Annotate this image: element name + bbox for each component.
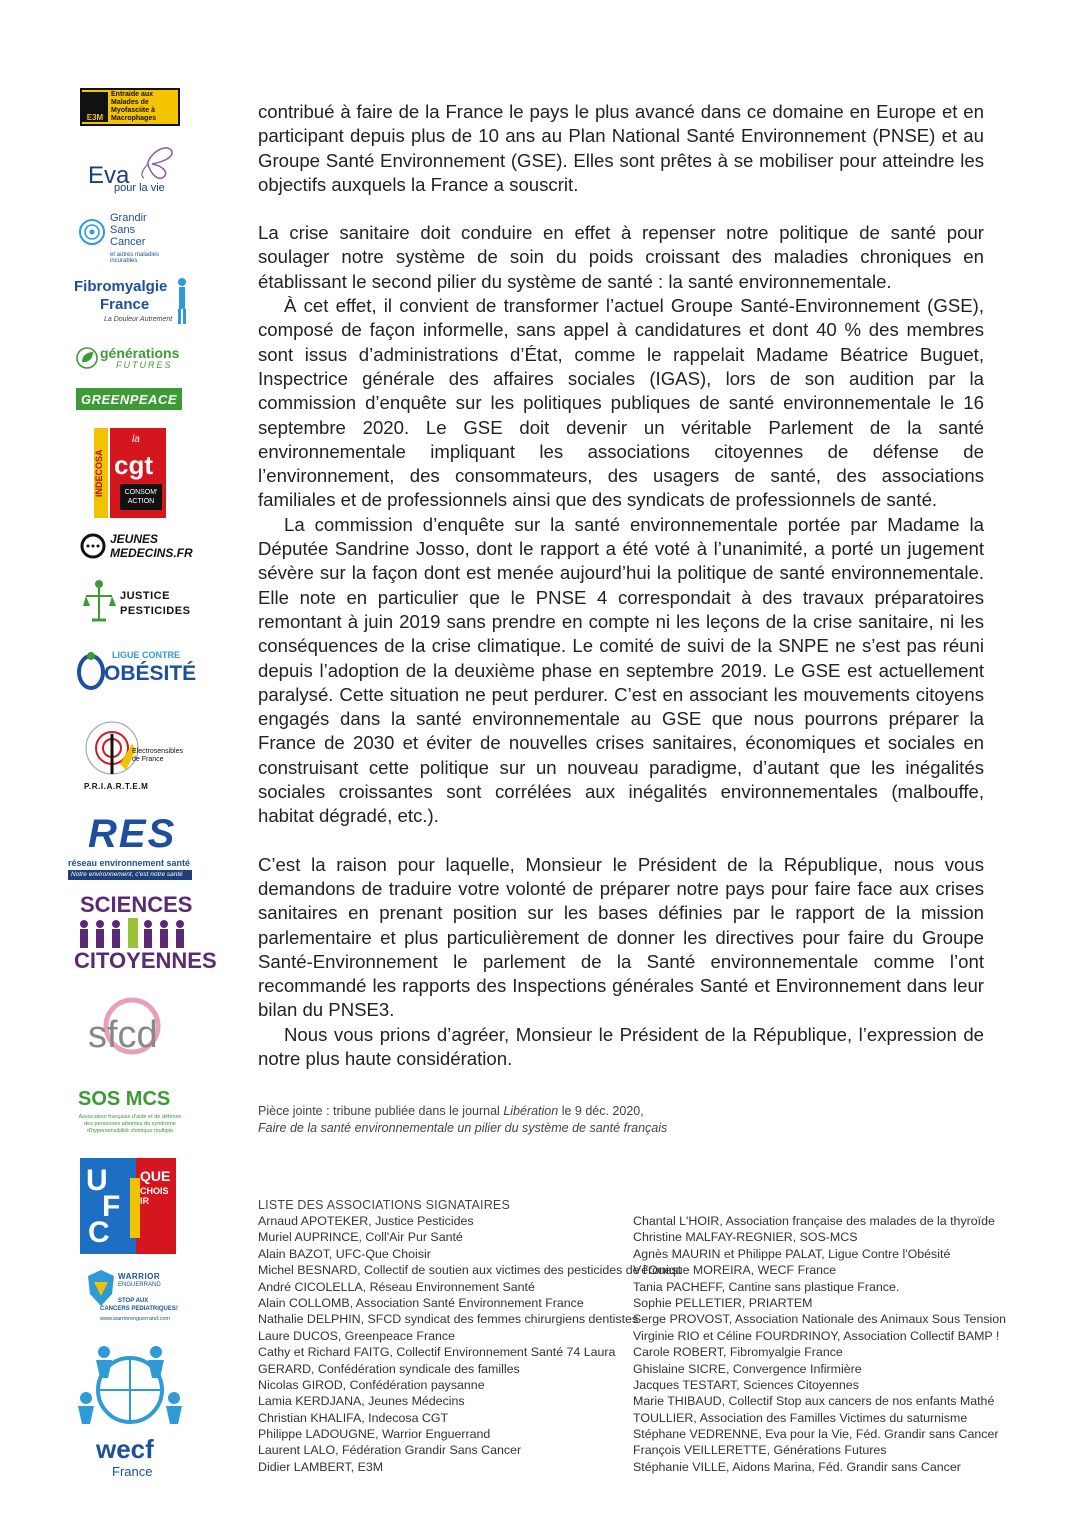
sosmcs-main: SOS MCS (78, 1088, 171, 1110)
paragraph-6: Nous vous prions d’agréer, Monsieur le Président de la République, l’expression de notre plus haute considération. (258, 1023, 984, 1069)
signatory-entry: André CICOLELLA, Réseau Environnement Santé (258, 1279, 535, 1294)
signatory-entry: Chantal L'HOIR, Association française des malades de la thyroïde (633, 1214, 995, 1228)
figure-circle-icon (76, 650, 106, 690)
signatory-entry: Jacques TESTART, Sciences Citoyennes (633, 1377, 859, 1392)
signatory-entry: Nathalie DELPHIN, SFCD syndicat des femmes chirurgiens dentistes (258, 1312, 639, 1327)
wecf-sub: France (112, 1464, 153, 1479)
priartem-label: P.R.I.A.R.T.E.M (84, 782, 149, 791)
attachment-prefix: Pièce jointe : tribune publiée dans le journal (258, 1104, 500, 1118)
consom-action: CONSOM' ACTION (120, 484, 162, 510)
globe-people-icon (74, 1342, 186, 1434)
eva-logo (74, 140, 186, 196)
letter-body (258, 100, 984, 1071)
antenna-icon (80, 714, 150, 778)
signatory-entry: Virginie RIO et Céline FOURDRINOY, Association Collectif BAMP ! (633, 1328, 1000, 1343)
crowd-icon (74, 918, 190, 948)
e3m-logo (80, 88, 180, 126)
justice-pesticides-logo (82, 578, 191, 628)
ufc-que-choisir-logo (80, 1158, 176, 1254)
ufc-u: U (86, 1164, 108, 1197)
jm-line2: MEDECINS.FR (110, 546, 193, 560)
sfcd-text: sfcd (88, 1014, 158, 1056)
indecosa-cgt-logo (94, 428, 166, 518)
ufc-que: QUE (140, 1168, 171, 1184)
warrior-name: WARRIOR (118, 1272, 161, 1281)
signatory-entry: Didier LAMBERT, E3M (258, 1459, 384, 1474)
res-sub: réseau environnement santé (68, 858, 191, 868)
paragraph-3: À cet effet, il convient de transformer l’actuel Groupe Santé-Environnement (GSE), composé de façon informelle, sans appel à candidatures et dont 40 % des membres sont issus d’administrations d’État, comme le rappelait Madame Béatrice Buguet, Inspectrice générale des affaires sociales (IGAS), lors de son audition par la commission d’enquête sur les politiques publiques de santé environnementale le 16 septembre 2020. Le GSE doit devenir un véritable Parlement de la santé environnementale impliquant les associations citoyennes de défense de l’environnement, des consommateurs, des usagers de santé, des associations familiales et de professionnels ainsi que des syndicats de professionnels de santé. (258, 295, 984, 511)
signatory-entry: Stéphanie VILLE, Aidons Marina, Féd. Grandir sans Cancer (633, 1459, 961, 1474)
gsc-line3: Cancer (110, 236, 146, 248)
e3m-badge: E3M (82, 92, 108, 122)
signatory-entry: François VEILLERETTE, Générations Futures (633, 1443, 887, 1458)
jp-line1: JUSTICE (120, 590, 170, 602)
res-logo (68, 812, 192, 878)
signatory-entry: Laure DUCOS, Greenpeace France (258, 1328, 455, 1343)
warrior-line2: CANCERS PEDIATRIQUES! (100, 1306, 178, 1312)
chat-bubble-icon (80, 533, 106, 559)
wecf-main: wecf (96, 1434, 154, 1464)
signatory-entry: TOULLIER, Association des Familles Victimes du saturnisme (633, 1410, 968, 1425)
attachment-note (258, 1103, 667, 1137)
ufc-f: F (102, 1190, 121, 1223)
signatory-entry: Cathy et Richard FAITG, Collectif Environnement Santé 74 Laura (258, 1345, 616, 1360)
signatory-entry: Ghislaine SICRE, Convergence Infirmière (633, 1361, 862, 1376)
shield-icon (86, 1268, 116, 1308)
signatory-entry: Véronique MOREIRA, WECF France (633, 1263, 837, 1278)
res-tag: Notre environnement, c'est notre santé (68, 870, 192, 880)
sfcd-logo (80, 996, 180, 1068)
signatory-entry: Tania PACHEFF, Cantine sans plastique France. (633, 1279, 900, 1294)
sciences-line2: CITOYENNES (74, 948, 217, 973)
gsc-logo (78, 208, 188, 268)
eva-sub: pour la vie (114, 182, 165, 194)
ligue-obesite-logo (74, 648, 197, 692)
signatory-entry: Christian KHALIFA, Indecosa CGT (258, 1410, 449, 1425)
generations-futures-logo (76, 343, 188, 373)
gf-line2: FUTURES (116, 360, 173, 370)
cgt-la: la (132, 434, 140, 445)
signatory-entry: Alain BAZOT, UFC-Que Choisir (258, 1246, 431, 1261)
signatory-entry: Serge PROVOST, Association Nationale des Animaux Sous Tension (633, 1312, 1007, 1327)
signatory-entry: Alain COLLOMB, Association Santé Environnement France (258, 1295, 584, 1310)
signatory-entry: Carole ROBERT, Fibromyalgie France (633, 1345, 843, 1360)
signatory-entry: Sophie PELLETIER, PRIARTEM (633, 1295, 813, 1310)
paragraph-5: C’est la raison pour laquelle, Monsieur le Président de la République, nous vous demandons de traduire votre volonté de préparer notre pays pour faire face aux crises sanitaires en prenant position sur les bases définies par le rapport de la mission parlementaire et plus particulièrement de donner les directives pour faire du Groupe Santé-Environnement le parlement de la Santé environnementale comme l’ont recommandé les rapports des Inspections générales Santé et Environnement dans leur bilan du PNSE3. (258, 853, 984, 1021)
gsc-line2: Sans (110, 224, 136, 236)
priartem-side: Electrosensibles de France (132, 748, 183, 763)
paragraph-2: La crise sanitaire doit conduire en effet à repenser notre politique de santé pour soulager notre système de soin du poids croissant des maladies chroniques en établissant le second pilier du système de santé : la santé environnementale. (258, 222, 984, 292)
obesite-main: OBÉSITÉ (104, 662, 197, 685)
scales-icon (82, 578, 116, 626)
fibromyalgie-logo (74, 276, 192, 330)
warrior-sub2: ENGUERRAND (118, 1282, 161, 1288)
sosmcs-sub: Association française d'aide et de défense des personnes atteintes du syndrome d'hypersensibilité chimique multiple (78, 1114, 182, 1134)
gsc-sub: et autres maladies incurables (110, 252, 160, 264)
attachment-title: Faire de la santé environnementale un pilier du système de santé français (258, 1121, 668, 1135)
signatory-entry: Arnaud APOTEKER, Justice Pesticides (258, 1214, 474, 1228)
spiral-icon (78, 218, 106, 246)
attachment-date: le 9 déc. 2020, (561, 1104, 644, 1118)
jm-line1: JEUNES (110, 532, 159, 546)
signatory-entry: Agnès MAURIN et Philippe PALAT, Ligue Contre l'Obésité (633, 1246, 951, 1261)
ufc-c: C (88, 1216, 110, 1249)
gsc-line1: Grandir (110, 212, 147, 224)
res-main: RES (88, 812, 177, 856)
signatories-left (258, 1213, 681, 1475)
signatory-entry: Laurent LALO, Fédération Grandir Sans Cancer (258, 1443, 522, 1458)
wecf-logo (74, 1342, 186, 1482)
paragraph-1: contribué à faire de la France le pays le plus avancé dans ce domaine en Europe et en participant depuis plus de 10 ans au Plan National Santé Environnement (PNSE) et au Groupe Santé Environnement (GSE). Elles sont prêtes à se mobiliser pour atteindre les objectifs auxquels la France a souscrit. (258, 101, 984, 195)
sciences-citoyennes-logo (74, 892, 217, 974)
eva-name: Eva (88, 162, 130, 189)
fibro-line1: Fibromyalgie (74, 278, 168, 295)
figure-icon (172, 276, 192, 326)
signatory-entry: Lamia KERDJANA, Jeunes Médecins (258, 1394, 465, 1409)
greenpeace-logo (76, 388, 182, 410)
fibro-sub: La Douleur Autrement (104, 316, 173, 323)
signatory-entry: Stéphane VEDRENNE, Eva pour la Vie, Féd. Grandir sans Cancer (633, 1427, 999, 1442)
signatory-entry: Philippe LADOUGNE, Warrior Enguerrand (258, 1427, 491, 1442)
signatories-right (633, 1213, 1006, 1475)
jeunes-medecins-logo (80, 530, 193, 562)
warrior-enguerrand-logo (86, 1268, 182, 1328)
sciences-line1: SCIENCES (80, 892, 193, 917)
sos-mcs-logo (74, 1088, 186, 1144)
attachment-journal: Libération (503, 1104, 559, 1118)
gf-line1: générations (100, 345, 180, 361)
paragraph-4: La commission d’enquête sur la santé environnementale portée par Madame la Députée Sandrine Josso, dont le rapport a été voté à l’unanimité, a porté un jugement sévère sur la façon dont est menée aujourd’hui la politique de santé environnementale. Elle note en particulier que le PNSE 4 correspondait à des travaux préparatoires remontant à juin 2019 sans prendre en compte ni les leçons de la crise sanitaire, ni les conséquences de la crise climatique. Le comité de suivi de la SNPE ne s’est pas réuni depuis l’adoption de la deuxième phase en septembre 2019. Le GSE est actuellement paralysé. Cette situation ne peut perdurer. C’est en associant les mouvements citoyens engagés dans la santé environnementale au GSE que nous pourrons préparer la France de 2030 et éviter de nouvelles crises sanitaires, économiques et sociales en construisant cette politique sur un nouveau paradigme, d’autant que les inégalités sociales croissantes sont corrélées aux inégalités environnementales (malbouffe, habitat dégradé, etc.). (258, 513, 984, 827)
jp-line2: PESTICIDES (120, 605, 191, 617)
cgt-text: cgt (114, 450, 153, 480)
warrior-line1: STOP AUX (118, 1298, 149, 1304)
leaf-icon (76, 347, 98, 369)
signatory-entry: GERARD, Confédération syndicale des familles (258, 1361, 520, 1376)
ufc-choisir: CHOISIR (140, 1186, 169, 1206)
greenpeace-text: GREENPEACE (80, 391, 178, 407)
signatories-title: LISTE DES ASSOCIATIONS SIGNATAIRES (258, 1198, 510, 1212)
e3m-text: Entraide aux Malades de Myofasciite à Macrophages (111, 91, 157, 122)
logo-column (60, 0, 217, 1536)
fibro-line2: France (100, 296, 150, 313)
warrior-url: www.warriorenguerrand.com (100, 1316, 170, 1322)
signatory-entry: Michel BESNARD, Collectif de soutien aux victimes des pesticides de l'Ouest (258, 1263, 682, 1278)
signatory-entry: Nicolas GIROD, Confédération paysanne (258, 1377, 485, 1392)
indecosa-text: INDECOSA (94, 449, 104, 497)
priartem-logo (80, 714, 183, 796)
signatory-entry: Christine MALFAY-REGNIER, SOS-MCS (633, 1230, 858, 1245)
signatory-entry: Marie THIBAUD, Collectif Stop aux cancers de nos enfants Mathé (633, 1394, 995, 1409)
obesite-top: LIGUE CONTRE (112, 650, 181, 660)
signatory-entry: Muriel AUPRINCE, Coll'Air Pur Santé (258, 1230, 463, 1245)
